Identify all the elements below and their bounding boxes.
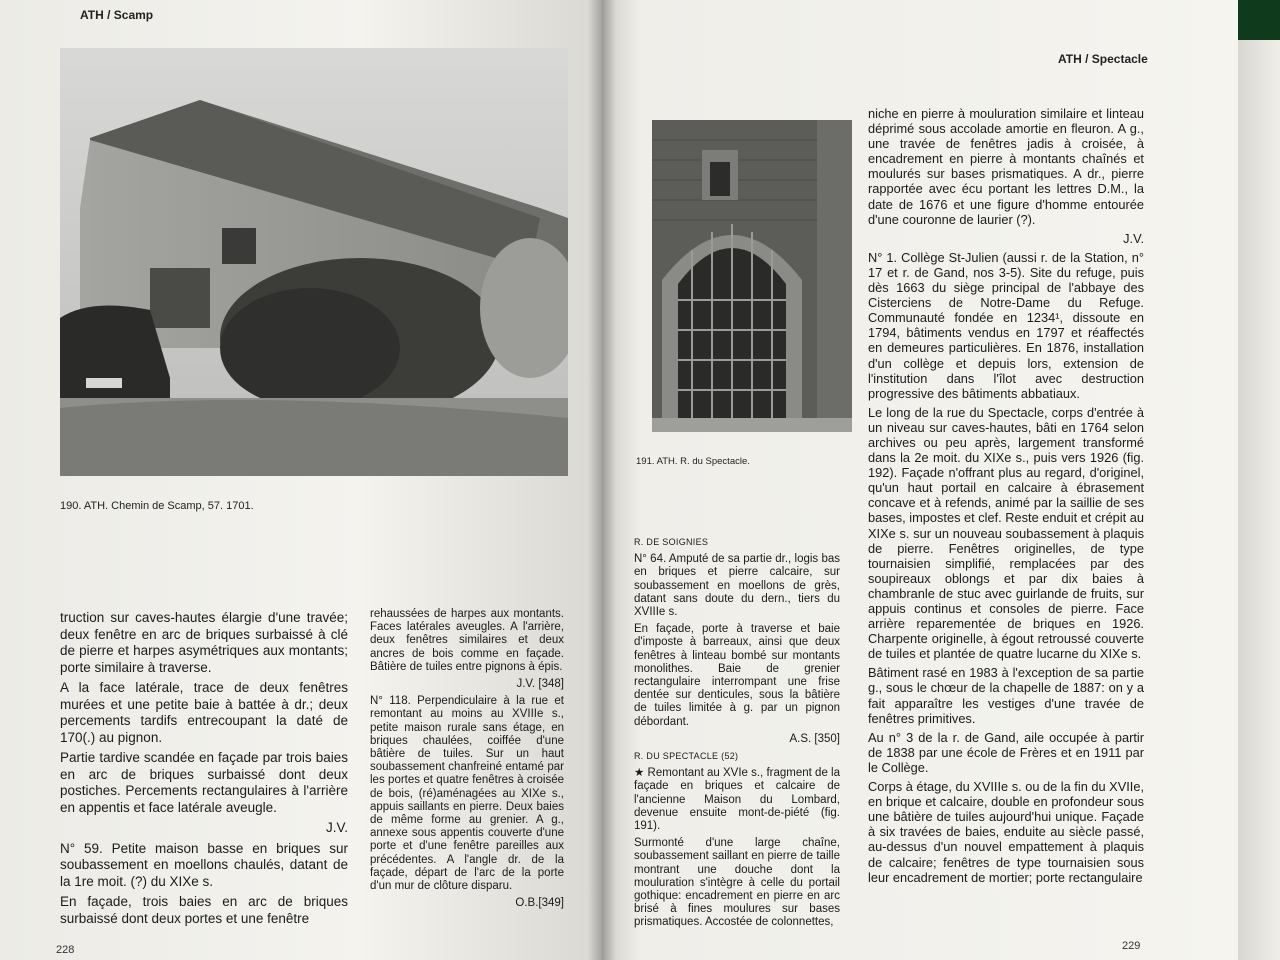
author-signature: J.V.: [325, 820, 348, 835]
paragraph: Au n° 3 de la r. de Gand, aile occupée à partir de 1838 par une école de Frères et en 1911 par le Collège.: [868, 729, 1144, 775]
paragraph: N° 59. Petite maison basse en briques sur soubassement en moellons chaulés, datant de la 1re moit. (?) du XIXe s.: [60, 840, 348, 889]
running-head-right: ATH / Spectacle: [1058, 52, 1148, 66]
left-page: [0, 0, 602, 960]
paragraph: Corps à étage, du XVIIIe s. ou de la fin du XVIIe, en brique et calcaire, double en profondeur sous une bâtière de tuiles aujourd'hui unique. Façade à six travées de baies, enduite au siècle passé, au-dessus d'un nouvel empattement à plaquis de calcaire; fenêtres de type tournaisien sous leur encadrement de mortier; porte rectangulaire: [868, 779, 1145, 885]
running-head-left: ATH / Scamp: [80, 8, 154, 22]
paragraph: ★ Remontant au XVIe s., fragment de la façade en briques et calcaire de l'ancienne Maison du Lombard, devenue ensuite mont-de-piété (fig. 191).: [634, 767, 840, 833]
paragraph: Le long de la rue du Spectacle, corps d'entrée à un niveau sur caves-hautes, bâti en 1764 selon archives ou peu après, largement transformé dans la 2e moit. du XIXe s., puis vers 1926 (fig. 192). Façade n'offrant plus au regard, d'originel, qu'un haut portail en calcaire à ébrasement concave et à refends, animé par la saillie de ses bases, impostes et clef. Reste enduit et crépit au XIXe s. sur un nouveau soubassement à plaquis de pierre. Fenêtres originelles, de type tournaisien simplifié, remplacées par des soupireaux oblongs et par dix baies à chambranle de stuc avec guirlande de fruits, sur appuis continus et consoles de pierre. Face arrière reparementée de briques en 1926. Charpente originelle, à égout retroussé couverte de tuiles et plantée de quatre lucarne du XIXe s.: [868, 404, 1144, 662]
paragraph: rehaussées de harpes aux montants. Faces latérales aveugles. A l'arrière, deux fenêtres similaires et deux ancres de bois comme en façade. Bâtière de tuiles entre pignons à épis.: [370, 608, 564, 673]
paragraph: niche en pierre à mouluration similaire et linteau déprimé sous accolade amortie en fleuron. A g., une travée de fenêtres jadis à croisée, à encadrement en pierre à montants chaînés et moulurés sur bases prismatiques. A dr., pierre rapportée avec écu portant les lettres D.M., la date de 1676 et une figure d'homme entourée d'une couronne de laurier (?).: [868, 106, 1144, 227]
page-number-left: 228: [56, 944, 75, 956]
paragraph: Surmonté d'une large chaîne, soubassement saillant en pierre de taille montrant une douche dont la mouluration s'intègre à celle du portail gothique: encadrement en pierre en arc brisé à fines moulures sur bases prismatiques. Accostée de colonnettes,: [634, 837, 840, 929]
left-column-2: [370, 608, 564, 914]
author-signature: A.S. [350]: [789, 732, 840, 745]
left-column-1: [60, 610, 348, 931]
paragraph: Bâtiment rasé en 1983 à l'exception de sa partie g., sous le chœur de la chapelle de 1887: on y a fait apparaître les vestiges d'une travée de fenêtres primitives.: [868, 665, 1144, 726]
author-signature: J.V.: [1123, 230, 1144, 246]
street-heading: R. DE SOIGNIES: [634, 537, 709, 547]
caption-190: 190. ATH. Chemin de Scamp, 57. 1701.: [60, 500, 254, 512]
author-signature: J.V. [348]: [516, 678, 564, 691]
street-heading: R. DU SPECTACLE (52): [634, 751, 739, 762]
paragraph: En façade, trois baies en arc de briques surbaissé dont deux portes et une fenêtre: [60, 894, 348, 926]
gothic-portal-photo: [652, 120, 852, 432]
book-gutter: [588, 0, 616, 960]
photo-191: [652, 120, 852, 432]
paragraph: En façade, porte à traverse et baie d'imposte à barreaux, ainsi que deux fenêtres à linteau bombé sur montants monolithes. Baie de grenier rectangulaire interrompant une frise dentée sur denticules, sous la bâtière de tuiles limitée à g. par un pignon débordant.: [634, 623, 840, 728]
right-page: [602, 0, 1238, 960]
paragraph: N° 118. Perpendiculaire à la rue et remontant au moins au XVIIIe s., petite maison rurale sans étage, en briques chaulées, coiffée d'une bâtière de tuiles. Sur un haut soubassement chanfreiné entamé par les portes et quatre fenêtres à croisée de bois, (ré)aménagées au XIXe s., appuis saillants en pierre. Deux baies de même forme au grenier. A g., annexe sous appentis couverte d'une porte et d'une fenêtre pareilles aux précédentes. A l'angle dr. de la façade, départ de l'arc de la porte d'un mur de clôture disparu.: [370, 695, 564, 893]
caption-191: 191. ATH. R. du Spectacle.: [636, 456, 750, 467]
right-column-2: [868, 106, 1144, 889]
paragraph: Partie tardive scandée en façade par trois baies en arc de briques surbaissé dont deux postiches. Percements rectangulaires à l'arrière en appentis et face latérale aveugle.: [60, 750, 348, 815]
barn-photo: [60, 48, 568, 476]
paragraph: A la face latérale, trace de deux fenêtres murées et une petite baie à battée à dr.; deux percements tardifs entrecoupant la daté de 170(.) au pignon.: [60, 680, 348, 745]
paragraph: N° 1. Collège St-Julien (aussi r. de la Station, n° 17 et r. de Gand, nos 3-5). Site du refuge, puis dès 1663 du siège principal de l'abbaye des Cisterciens de Notre-Dame du Refuge. Communauté fondée en 1234¹, dissoute en 1794, bâtiments vendus en 1797 et réaffectés en demeures particulières. En 1876, installation d'un collège et depuis lors, extension de l'institution dans l'îlot avec destruction progressive des bâtiments abbatiaux.: [868, 249, 1144, 401]
paragraph: N° 64. Amputé de sa partie dr., logis bas en briques et pierre calcaire, sur soubassement en moellons de grès, datant sans doute du dern., tiers du XVIIIe s.: [634, 553, 840, 619]
next-book-edge: [1238, 40, 1280, 960]
right-column-1: [634, 536, 840, 934]
page-number-right: 229: [1122, 940, 1141, 952]
author-signature: O.B.[349]: [515, 897, 564, 910]
photo-190: [60, 48, 568, 476]
paragraph: truction sur caves-hautes élargie d'une travée; deux fenêtre en arc de briques surbaissé à clé de pierre et harpes asymétriques aux montants; porte similaire à traverse.: [60, 610, 348, 675]
